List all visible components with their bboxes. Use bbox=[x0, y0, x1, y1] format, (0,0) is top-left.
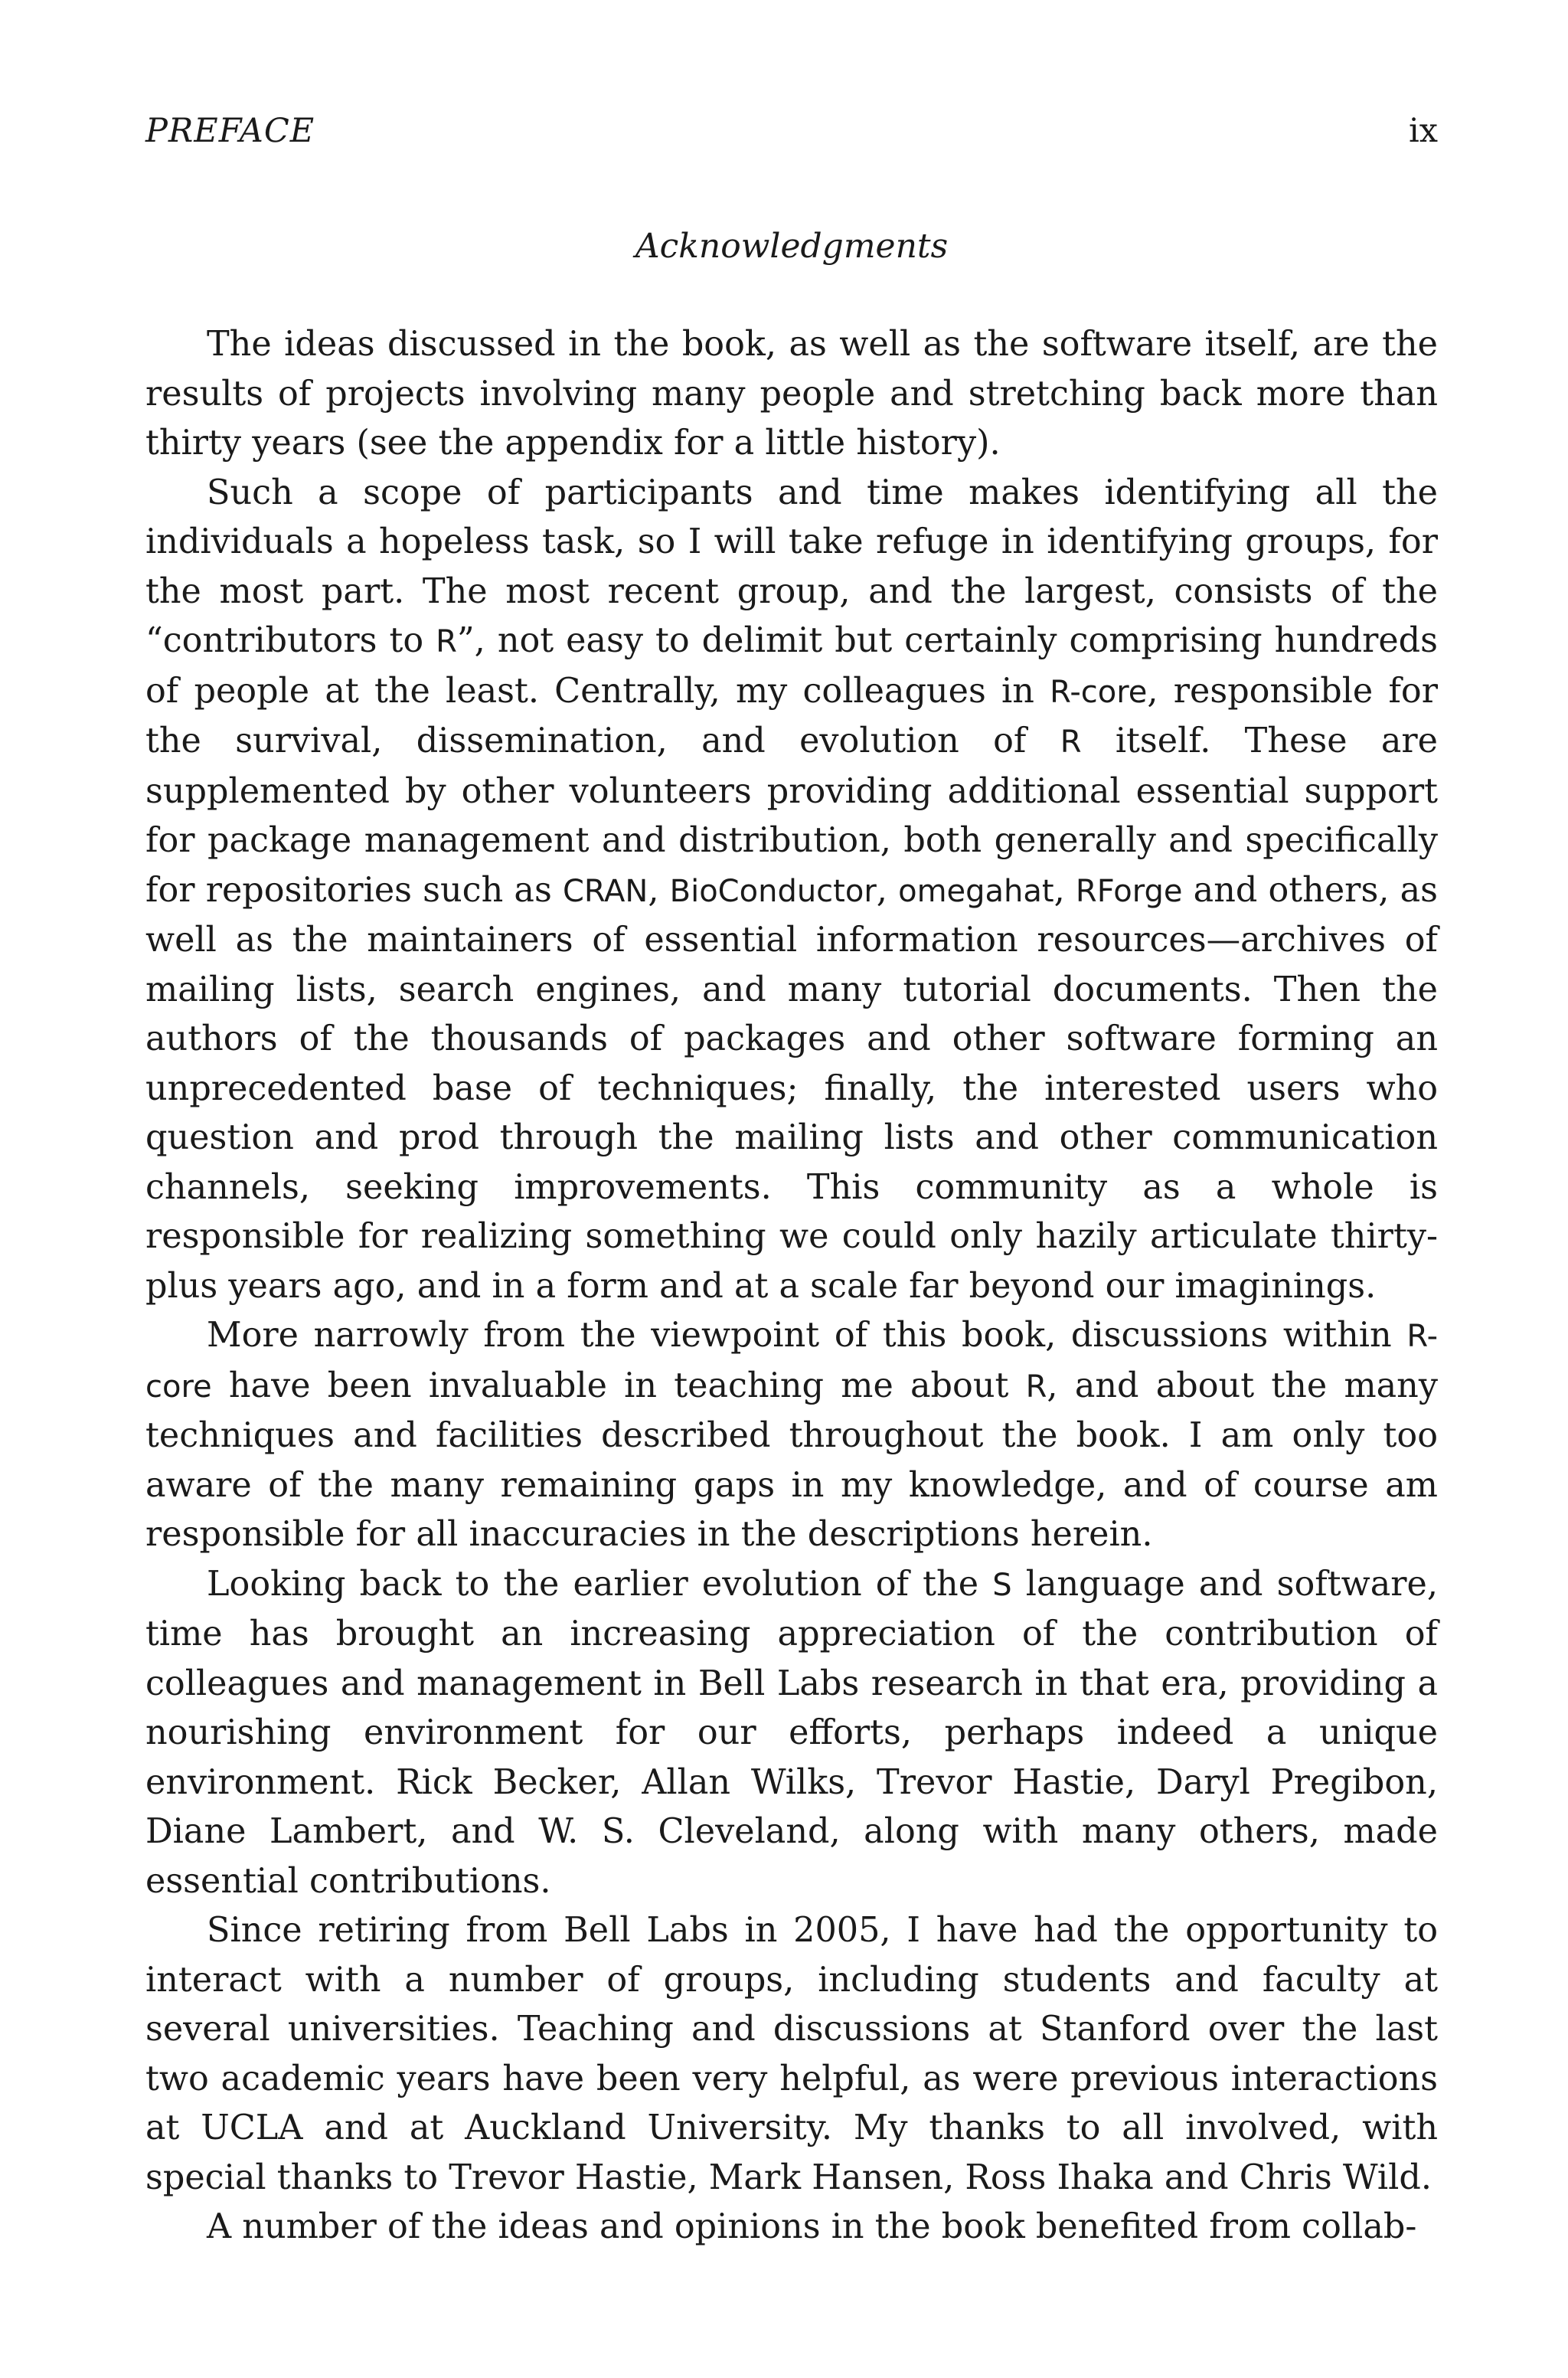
omegahat-name: omegahat bbox=[898, 873, 1054, 909]
text-run: have been invaluable in teaching me about bbox=[211, 1366, 1026, 1405]
cran-name: CRAN bbox=[562, 873, 648, 909]
text-run: , bbox=[876, 870, 899, 910]
paragraph-4 bbox=[145, 1560, 1438, 1907]
text-run: , bbox=[1054, 870, 1076, 910]
paragraph-3 bbox=[145, 1311, 1438, 1560]
page-number: ix bbox=[1408, 112, 1438, 150]
running-title: PREFACE bbox=[145, 112, 315, 150]
text-run: Looking back to the earlier evolution of the bbox=[207, 1564, 993, 1604]
paragraph-6: A number of the ideas and opinions in the book benefited from collab- bbox=[207, 2207, 1417, 2246]
r-name: R bbox=[1025, 1369, 1047, 1405]
text-run: and others, as well as the maintainers of essential information resources—archives of mailing lists, search engines, and many tutorial documents. Then the authors of the thousands of packages and other software forming an unprecedented base of techniques; finally, the interested users who question and prod through the mailing lists and other communication channels, seeking improvements. This community as a whole is responsible for realizing something we could only hazily articulate thirty-plus years ago, and in a form and at a scale far beyond our imaginings. bbox=[145, 870, 1438, 1306]
text-run: ”, not easy to delimit but certainly comprising hundreds of people at the least. Centrally, my colleagues in bbox=[145, 621, 1438, 711]
r-core-name: R-core bbox=[1050, 674, 1148, 710]
text-run: language and software, time has brought an increasing appreciation of the contribution of colleagues and management in Bell Labs research in that era, providing a nourishing environment for our efforts, perhaps indeed a unique environment. Rick Becker, Allan Wilks, Trevor Hastie, Daryl Pregibon, Diane Lambert, and W. S. Cleveland, along with many others, made essential contributions. bbox=[145, 1564, 1438, 1901]
paragraph-2 bbox=[145, 469, 1438, 1312]
r-core-name: R-core bbox=[145, 1319, 1438, 1405]
text-run: , bbox=[648, 870, 670, 910]
body-text bbox=[145, 320, 1438, 2252]
rforge-name: RForge bbox=[1075, 873, 1183, 909]
text-run: , responsible for the survival, dissemination, and evolution of bbox=[145, 671, 1438, 761]
r-name: R bbox=[1060, 725, 1082, 760]
text-run: itself. These are supplemented by other volunteers providing additional essential support for package management and distribution, both generally and specifically for repositories such as bbox=[145, 721, 1438, 910]
bioconductor-name: BioConductor bbox=[669, 873, 877, 909]
text-run: More narrowly from the viewpoint of this book, discussions within bbox=[207, 1316, 1407, 1355]
s-language-name: S bbox=[992, 1567, 1012, 1603]
text-run: Such a scope of participants and time makes identifying all the individuals a hopeless task, so I will take refuge in identifying groups, for the most part. The most recent group, and the largest, consists of the “contributors to bbox=[145, 473, 1438, 660]
book-page bbox=[145, 0, 1438, 2378]
paragraph-5: Since retiring from Bell Labs in 2005, I have had the opportunity to interact with a number of groups, including students and faculty at several universities. Teaching and discussions at Stanford over the last two academic years have been very helpful, as were previous interactions at UCLA and at Auckland University. My thanks to all involved, with special thanks to Trevor Hastie, Mark Hansen, Ross Ihaka and Chris Wild. bbox=[145, 1911, 1438, 2197]
paragraph-1: The ideas discussed in the book, as well as the software itself, are the results of projects involving many people and stretching back more than thirty years (see the appendix for a little history). bbox=[145, 325, 1438, 463]
section-heading: Acknowledgments bbox=[635, 227, 949, 266]
text-run: , and about the many techniques and facilities described throughout the book. I am only too aware of the many remaining gaps in my knowledge, and of course am responsible for all inaccuracies in the descriptions herein. bbox=[145, 1366, 1438, 1554]
r-name: R bbox=[436, 624, 457, 659]
running-header bbox=[145, 112, 1438, 158]
